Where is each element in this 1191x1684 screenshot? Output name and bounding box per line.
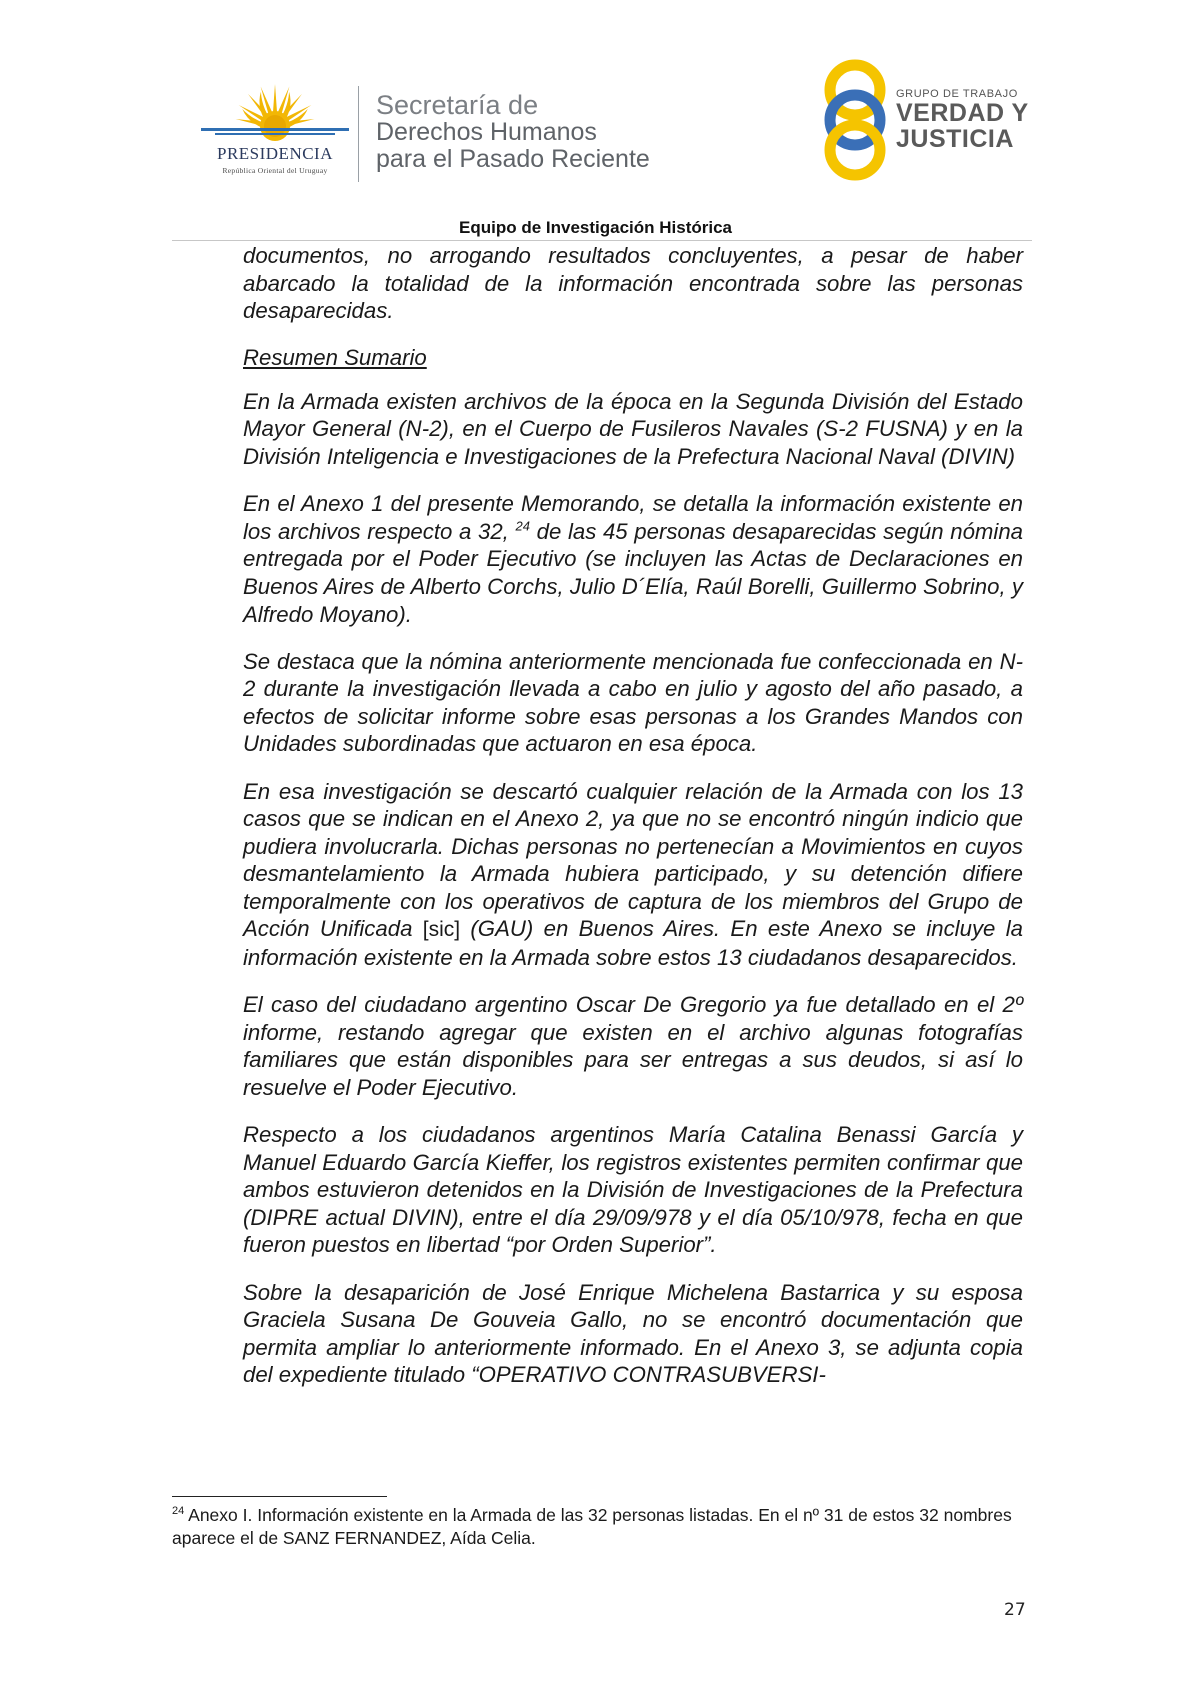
secretaria-line1: Secretaría de bbox=[376, 90, 539, 120]
header-divider bbox=[358, 86, 359, 182]
presidencia-logo bbox=[195, 82, 355, 182]
footnote-number: 24 bbox=[172, 1505, 185, 1518]
presidencia-name: PRESIDENCIA bbox=[216, 144, 333, 163]
uruguay-sun-icon bbox=[195, 82, 355, 144]
paragraph-7: Sobre la desaparición de José Enrique Michelena Bastarrica y su esposa Graciela Susana De Gouveia Gallo, no se encontró documentación que permita ampliar lo anteriormente informado. En el Anexo 3, se adjunta copia del expediente titulado “OPERATIVO CONTRASUBVERSI- bbox=[243, 1279, 1023, 1388]
sic-marker: [sic] bbox=[422, 918, 461, 942]
document-body bbox=[243, 242, 1023, 1408]
secretaria-line3: para el Pasado Reciente bbox=[376, 145, 650, 173]
verdad-justicia-logo bbox=[820, 58, 1060, 182]
paragraph-5: El caso del ciudadano argentino Oscar De Gregorio ya fue detallado en el 2º informe, restando agregar que existen en el archivo algunas fotografías familiares que están disponibles para ser entregas a sus deudos, si así lo resuelve el Poder Ejecutivo. bbox=[243, 992, 1023, 1100]
footnote-rule bbox=[172, 1496, 387, 1497]
grupo-line2: VERDAD Y bbox=[896, 99, 1029, 127]
secretaria-line2: Derechos Humanos bbox=[376, 118, 597, 146]
paragraph-2-part-a: En el Anexo 1 del presente Memorando, se detalla la información existente en los archivos respecto a 32, bbox=[243, 491, 1023, 544]
secretaria-logo bbox=[376, 92, 650, 173]
page-number: 27 bbox=[1004, 1600, 1026, 1620]
grupo-line3: JUSTICIA bbox=[896, 125, 1014, 153]
paragraph-1: En la Armada existen archivos de la época en la Segunda División del Estado Mayor General (N-2), en el Cuerpo de Fusileros Navales (S-2 FUSNA) y en la División Inteligencia e Investigaciones de la Prefectura Nacional Naval (DIVIN) bbox=[243, 388, 1023, 470]
paragraph-2 bbox=[243, 490, 1023, 628]
grupo-line1: GRUPO DE TRABAJO bbox=[896, 88, 1018, 100]
section-heading: Resumen Sumario bbox=[243, 345, 427, 371]
paragraph-3: Se destaca que la nómina anteriormente mencionada fue confeccionada en N-2 durante la investigación llevada a cabo en julio y agosto del año pasado, a efectos de solicitar informe sobre esas personas a los Grandes Mandos con Unidades subordinadas que actuaron en esa época. bbox=[243, 648, 1023, 757]
verdad-justicia-text bbox=[896, 88, 1029, 152]
footnote bbox=[172, 1504, 1032, 1550]
paragraph-4-part-a: En esa investigación se descartó cualquier relación de la Armada con los 13 casos que se indican en el Anexo 2, ya que no se encontró ningún indicio que pudiera involucrarla. Dichas personas no pertenecían a Movimientos en cuyos desmantelamiento la Armada hubiera participado, y su detención difiere temporalmente con los operativos de captura de los miembros del Grupo de Acción Unificada bbox=[243, 778, 1023, 942]
paragraph-4 bbox=[243, 778, 1023, 972]
paragraph-2-part-b: de las 45 personas desaparecidas según nómina entregada por el Poder Ejecutivo (se incluyen las Actas de Declaraciones en Buenos Aires de Alberto Corchs, Julio D´Elía, Raúl Borelli, Guillermo Sobrino, y Alfredo Moyano). bbox=[243, 518, 1024, 627]
paragraph-6: Respecto a los ciudadanos argentinos María Catalina Benassi García y Manuel Eduardo García Kieffer, los registros existentes permiten confirmar que ambos estuvieron detenidos en la División de Investigaciones de la Prefectura (DIPRE actual DIVIN), entre el día 29/09/978 y el día 05/10/978, fecha en que fueron puestos en libertad “por Orden Superior”. bbox=[243, 1122, 1023, 1258]
paragraph-intro: documentos, no arrogando resultados concluyentes, a pesar de haber abarcado la totalidad de la información encontrada sobre las personas desaparecidas. bbox=[243, 243, 1023, 324]
team-title: Equipo de Investigación Histórica bbox=[459, 218, 732, 237]
paragraph-4-part-b: (GAU) en Buenos Aires. En este Anexo se incluye la información existente en la Armada sobre estos 13 ciudadanos desaparecidos. bbox=[243, 916, 1023, 971]
linked-rings-icon bbox=[820, 58, 890, 182]
footnote-text: Anexo I. Información existente en la Armada de las 32 personas listadas. En el nº 31 de estos 32 nombres aparece el de SANZ FERNANDEZ, Aída Celia. bbox=[172, 1505, 1012, 1548]
presidencia-subtitle: República Oriental del Uruguay bbox=[222, 166, 328, 175]
footnote-reference: 24 bbox=[515, 518, 530, 534]
header-rule bbox=[172, 240, 1032, 241]
